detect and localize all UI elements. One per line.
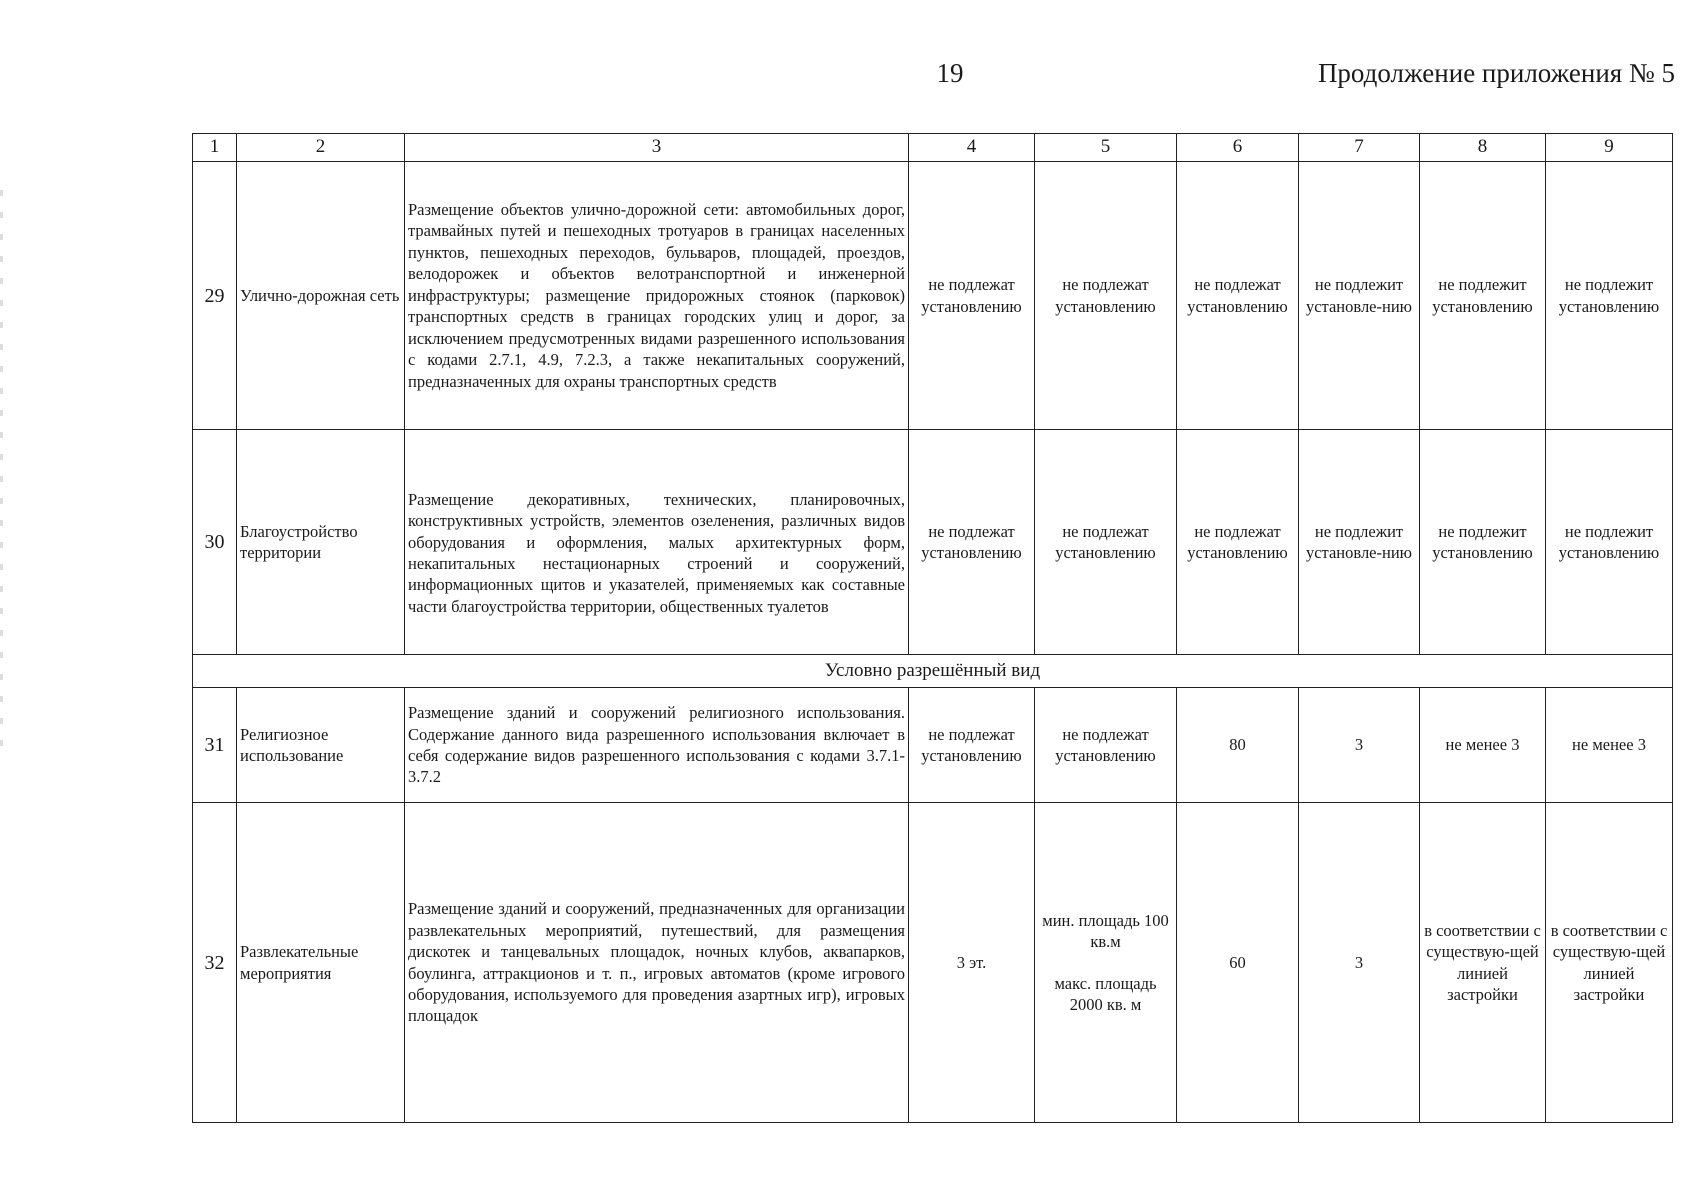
cell-col-6: не подлежат установлению	[1177, 162, 1299, 430]
use-type-name: Развлекательные мероприятия	[237, 803, 405, 1123]
cell-col-5	[1035, 803, 1177, 1123]
page-number: 19	[936, 58, 964, 88]
cell-col-8: не подлежит установлению	[1420, 430, 1546, 655]
cell-col-7: 3	[1299, 803, 1420, 1123]
section-label: Условно разрешённый вид	[193, 655, 1673, 688]
cell-col-5: не подлежат установлению	[1035, 162, 1177, 430]
row-number: 30	[193, 430, 237, 655]
cell-col-6: 60	[1177, 803, 1299, 1123]
appendix-title: Продолжение приложения № 5	[1317, 58, 1675, 88]
cell-col-6: 80	[1177, 688, 1299, 803]
cell-col-7: 3	[1299, 688, 1420, 803]
scan-edge-marks	[0, 190, 3, 750]
section-row	[193, 655, 1673, 688]
use-type-description: Размещение объектов улично-дорожной сети: автомобильных дорог, трамвайных путей и пешеходных тротуаров в границах населенных пунктов, пешеходных переходов, бульваров, площадей, проездов, велодорожек и объектов велотранспортной и инженерной инфраструктуры; размещение придорожных стоянок (парковок) транспортных средств в границах городских улиц и дорог, за исключением предусмотренных видами разрешенного использования с кодами 2.7.1, 4.9, 7.2.3, а также некапитальных сооружений, предназначенных для охраны транспортных средств	[405, 162, 909, 430]
cell-col-7: не подлежит установле-нию	[1299, 162, 1420, 430]
cell-col-4: 3 эт.	[909, 803, 1035, 1123]
cell-col-9: не подлежит установлению	[1546, 430, 1673, 655]
min-area: мин. площадь 100 кв.м	[1042, 910, 1169, 952]
column-header: 3	[405, 134, 909, 162]
column-header: 7	[1299, 134, 1420, 162]
zoning-table	[192, 133, 1673, 1123]
row-number: 29	[193, 162, 237, 430]
use-type-name: Улично-дорожная сеть	[237, 162, 405, 430]
cell-col-4: не подлежат установлению	[909, 162, 1035, 430]
column-header: 5	[1035, 134, 1177, 162]
use-type-description: Размещение зданий и сооружений, предназначенных для организации развлекательных мероприятий, путешествий, для размещения дискотек и танцевальных площадок, ночных клубов, аквапарков, боулинга, аттракционов и т. п., игровых автоматов (кроме игрового оборудования, используемого для проведения азартных игр), игровых площадок	[405, 803, 909, 1123]
cell-col-8: не подлежит установлению	[1420, 162, 1546, 430]
cell-col-6: не подлежат установлению	[1177, 430, 1299, 655]
cell-col-4: не подлежат установлению	[909, 430, 1035, 655]
table-row	[193, 430, 1673, 655]
use-type-description: Размещение зданий и сооружений религиозного использования. Содержание данного вида разрешенного использования включает в себя содержание видов разрешенного использования с кодами 3.7.1-3.7.2	[405, 688, 909, 803]
table-row	[193, 803, 1673, 1123]
table-row	[193, 162, 1673, 430]
cell-col-4: не подлежат установлению	[909, 688, 1035, 803]
column-header: 2	[237, 134, 405, 162]
column-header: 8	[1420, 134, 1546, 162]
use-type-name: Благоустройство территории	[237, 430, 405, 655]
cell-col-5: не подлежат установлению	[1035, 688, 1177, 803]
row-number: 32	[193, 803, 237, 1123]
use-type-name: Религиозное использование	[237, 688, 405, 803]
column-header: 6	[1177, 134, 1299, 162]
cell-col-5: не подлежат установлению	[1035, 430, 1177, 655]
column-header: 4	[909, 134, 1035, 162]
use-type-description: Размещение декоративных, технических, планировочных, конструктивных устройств, элементов озеленения, различных видов оборудования и оформления, малых архитектурных форм, некапитальных нестационарных строений и сооружений, информационных щитов и указателей, применяемых как составные части благоустройства территории, общественных туалетов	[405, 430, 909, 655]
cell-col-8: в соответствии с существую-щей линией застройки	[1420, 803, 1546, 1123]
row-number: 31	[193, 688, 237, 803]
column-header: 9	[1546, 134, 1673, 162]
cell-col-9: не менее 3	[1546, 688, 1673, 803]
cell-col-8: не менее 3	[1420, 688, 1546, 803]
cell-col-7: не подлежит установле-нию	[1299, 430, 1420, 655]
column-header: 1	[193, 134, 237, 162]
column-number-row	[193, 134, 1673, 162]
cell-col-9: в соответствии с существую-щей линией застройки	[1546, 803, 1673, 1123]
max-area: макс. площадь 2000 кв. м	[1054, 973, 1157, 1014]
cell-col-9: не подлежит установлению	[1546, 162, 1673, 430]
table-row	[193, 688, 1673, 803]
